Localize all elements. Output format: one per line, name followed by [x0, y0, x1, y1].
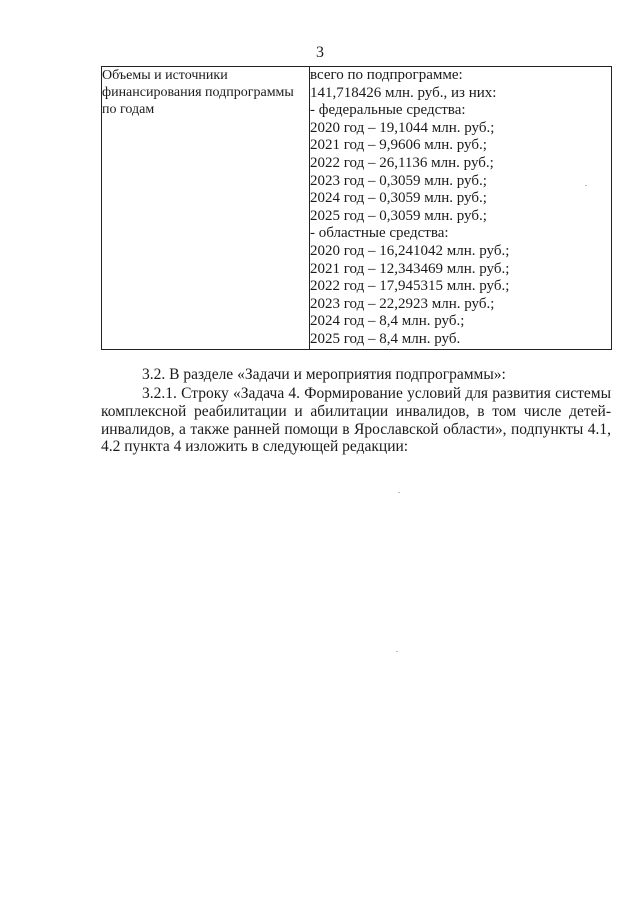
financing-line: 2022 год – 17,945315 млн. руб.;	[310, 278, 510, 295]
financing-table	[101, 66, 612, 350]
financing-line: 2025 год – 8,4 млн. руб.	[310, 330, 461, 347]
page-number: 3	[316, 44, 324, 61]
financing-line: - федеральные средства:	[310, 102, 466, 119]
financing-line: 2022 год – 26,1136 млн. руб.;	[310, 154, 494, 171]
financing-line: 2020 год – 16,241042 млн. руб.;	[310, 242, 510, 259]
financing-line: 2020 год – 19,1044 млн. руб.;	[310, 119, 495, 136]
financing-label-cell	[102, 67, 310, 350]
financing-line: 2023 год – 0,3059 млн. руб.;	[310, 172, 487, 189]
financing-line: 2024 год – 0,3059 млн. руб.;	[310, 190, 487, 207]
scan-speck	[396, 651, 398, 652]
financing-line: 141,718426 млн. руб., из них:	[310, 84, 497, 101]
financing-line: 2025 год – 0,3059 млн. руб.;	[310, 207, 487, 224]
financing-line: 2021 год – 12,343469 млн. руб.;	[310, 260, 510, 277]
financing-values-cell	[310, 67, 612, 350]
financing-line: всего по подпрограмме:	[310, 67, 463, 83]
financing-line: 2023 год – 22,2923 млн. руб.;	[310, 295, 495, 312]
financing-line: - областные средства:	[310, 225, 449, 242]
financing-label: Объемы и источники финансирования подпрограммы по годам	[102, 68, 294, 117]
amendment-paragraph: 3.2.1. Строку «Задача 4. Формирование условий для развития системы комплексной реабилитации и абилитации инвалидов, в том числе детей-инвалидов, а также ранней помощи в Ярославской области», подпункты 4.1, 4.2 пункта 4 изложить в следующей редакции:	[101, 385, 611, 456]
section-paragraph: 3.2. В разделе «Задачи и мероприятия подпрограммы»:	[142, 366, 506, 383]
financing-line: 2024 год – 8,4 млн. руб.;	[310, 313, 465, 330]
scan-speck	[398, 492, 400, 493]
financing-line: 2021 год – 9,9606 млн. руб.;	[310, 137, 487, 154]
table-row	[102, 67, 612, 350]
scan-speck	[585, 185, 587, 186]
